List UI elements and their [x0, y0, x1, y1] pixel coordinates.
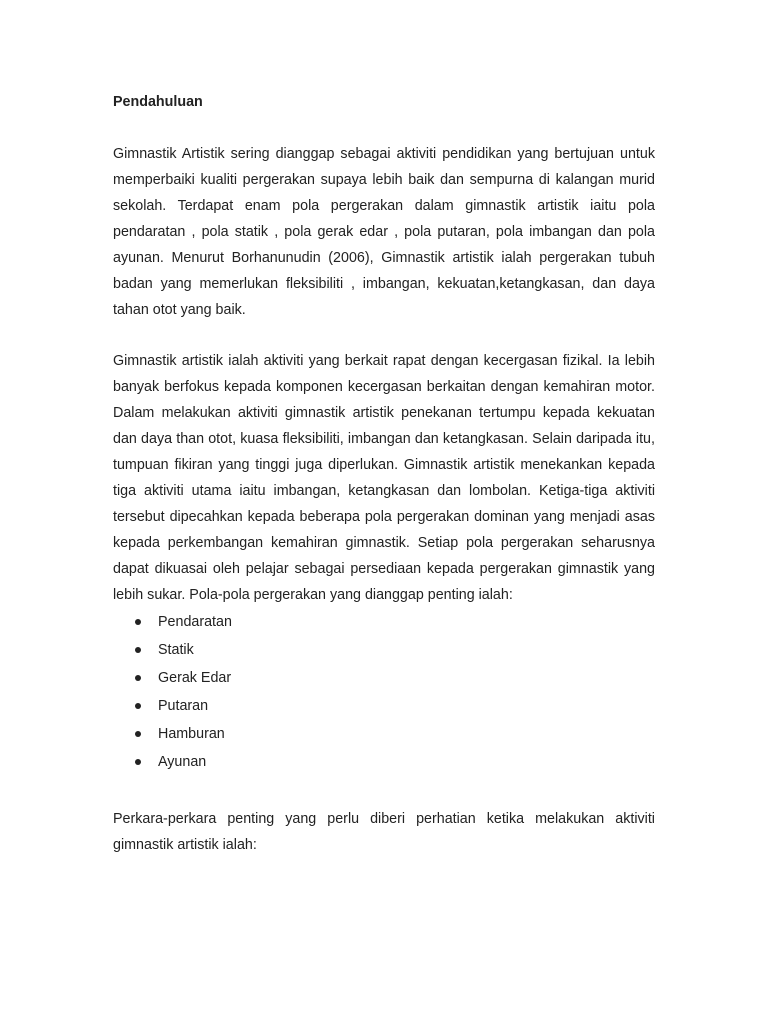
spacer: [113, 115, 655, 141]
list-item: [113, 720, 655, 748]
list-item: [113, 692, 655, 720]
list-item-label: Hamburan: [158, 726, 225, 742]
bullet-icon: [135, 731, 141, 737]
list-item-label: Ayunan: [158, 754, 207, 770]
paragraph-considerations: Perkara-perkara penting yang perlu diberi perhatian ketika melakukan aktiviti gimnastik artistik ialah:: [113, 811, 655, 853]
bullet-icon: [135, 703, 141, 709]
spacer: [113, 776, 655, 806]
bullet-icon: [135, 647, 141, 653]
section-heading: Pendahuluan: [113, 94, 203, 110]
list-item-label: Gerak Edar: [158, 670, 232, 686]
list-item-label: Statik: [158, 642, 194, 658]
list-item: [113, 608, 655, 636]
paragraph-intro: Gimnastik Artistik sering dianggap sebagai aktiviti pendidikan yang bertujuan untuk memperbaiki kualiti pergerakan supaya lebih baik dan sempurna di kalangan murid sekolah. Terdapat enam pola pergerakan dalam gimnastik artistik iaitu pola pendaratan , pola statik , pola gerak edar , pola putaran, pola imbangan dan pola ayunan. Menurut Borhanunudin (2006), Gimnastik artistik ialah pergerakan tubuh badan yang memerlukan fleksibiliti , imbangan, kekuatan,ketangkasan, dan daya tahan otot yang baik.: [113, 146, 655, 318]
spacer: [113, 323, 655, 348]
bullet-icon: [135, 619, 141, 625]
bullet-icon: [135, 759, 141, 765]
list-item-label: Putaran: [158, 698, 209, 714]
list-item: [113, 748, 655, 776]
movement-pattern-list: [113, 608, 655, 776]
bullet-icon: [135, 675, 141, 681]
paragraph-description: Gimnastik artistik ialah aktiviti yang berkait rapat dengan kecergasan fizikal. Ia lebih banyak berfokus kepada komponen kecergasan berkaitan dengan kemahiran motor. Dalam melakukan aktiviti gimnastik artistik penekanan tertumpu kepada kekuatan dan daya than otot, kuasa fleksibiliti, imbangan dan ketangkasan. Selain daripada itu, tumpuan fikiran yang tinggi juga diperlukan. Gimnastik artistik menekankan kepada tiga aktiviti utama iaitu imbangan, ketangkasan dan lombolan. Ketiga-tiga aktiviti tersebut dipecahkan kepada beberapa pola pergerakan dominan yang menjadi asas kepada perkembangan kemahiran gimnastik. Setiap pola pergerakan seharusnya dapat dikuasai oleh pelajar sebagai persediaan kepada pergerakan gimnastik yang lebih sukar. Pola-pola pergerakan yang dianggap penting ialah:: [113, 353, 655, 603]
document-body: [113, 89, 655, 858]
list-item-label: Pendaratan: [158, 614, 232, 630]
list-item: [113, 636, 655, 664]
list-item: [113, 664, 655, 692]
